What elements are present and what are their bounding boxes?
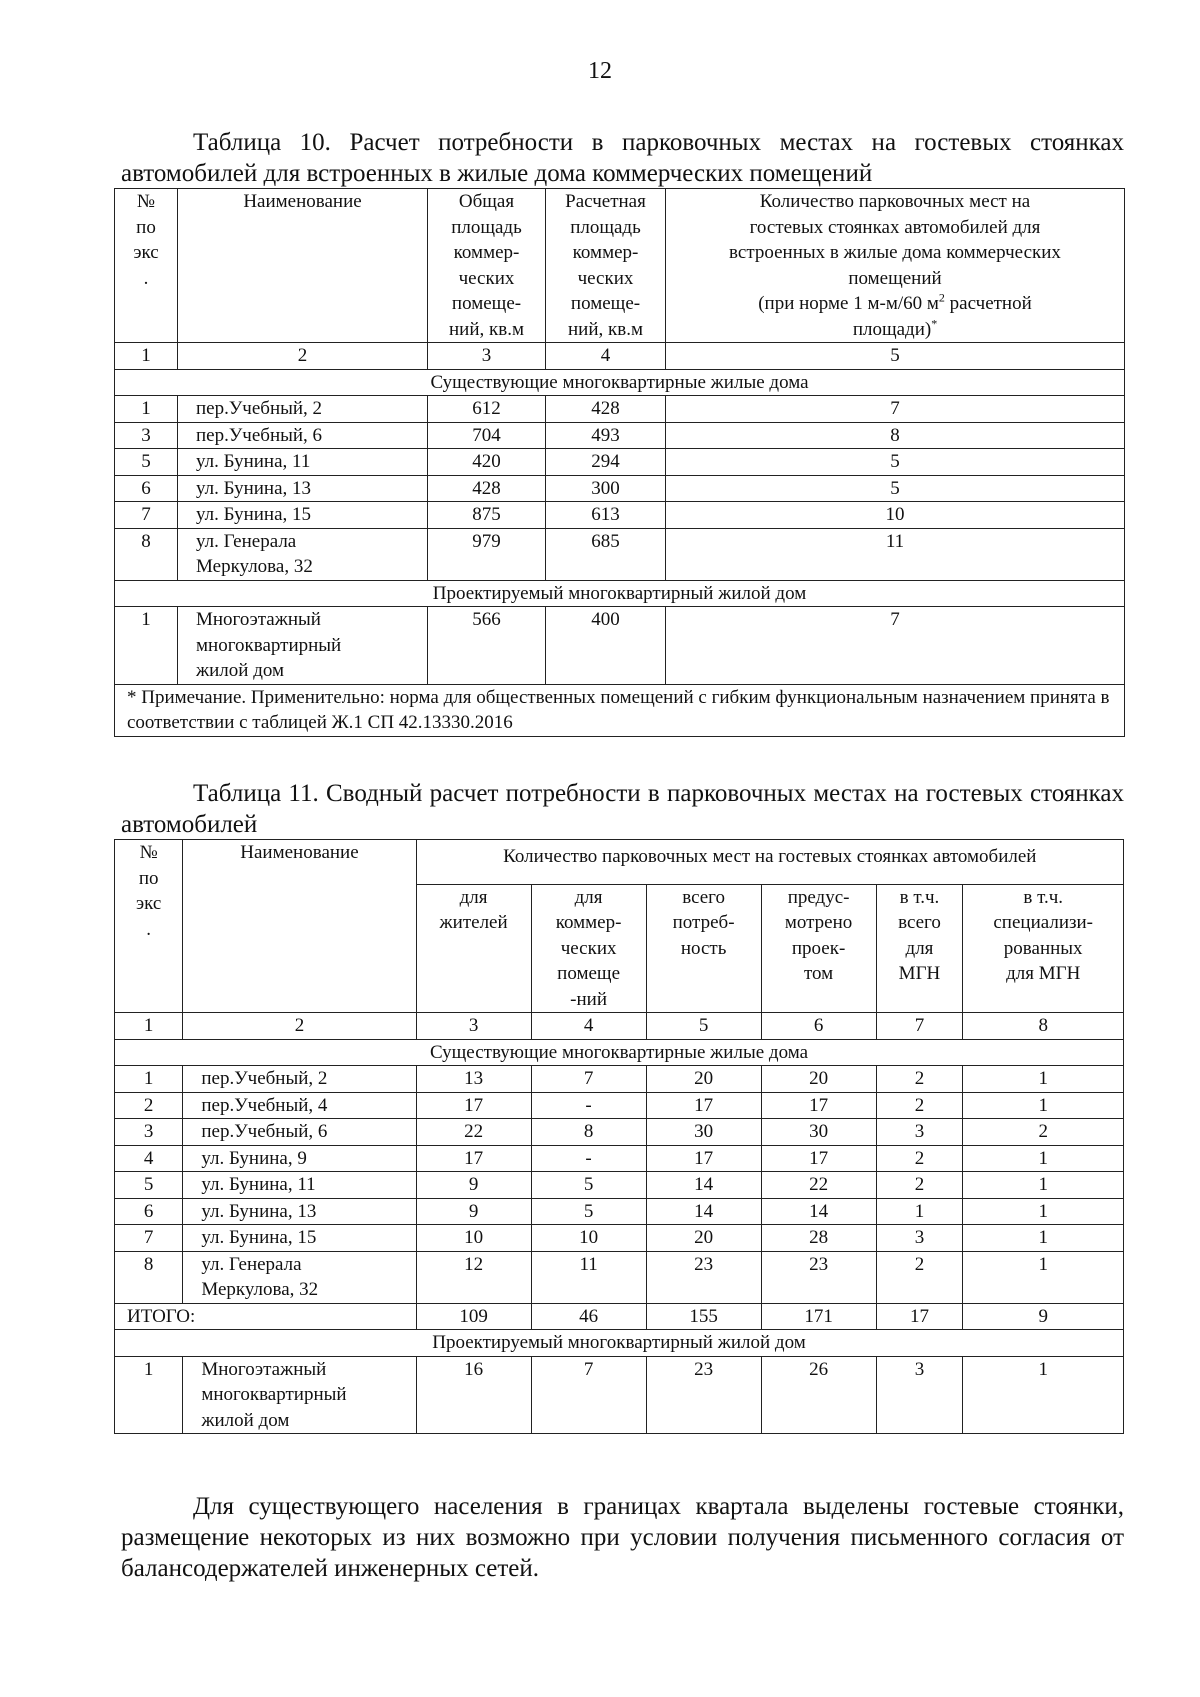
- column-number: 4: [546, 343, 666, 370]
- row-total-area: 428: [428, 475, 546, 502]
- col-header-residents: для жителей: [416, 884, 531, 1013]
- section-title-existing: Существующие многоквартирные жилые дома: [115, 1039, 1124, 1066]
- col-header-calc-area: Расчетная площадь коммер- ческих помеще- ний, кв.м: [546, 189, 666, 343]
- total-row: [115, 1303, 1124, 1330]
- column-number: 8: [963, 1013, 1124, 1040]
- table-row: [115, 1251, 1124, 1303]
- row-value-c3: 16: [416, 1356, 531, 1434]
- row-value-c8: 1: [963, 1066, 1124, 1093]
- row-value-c5: 23: [646, 1251, 761, 1303]
- row-value-c8: 1: [963, 1356, 1124, 1434]
- row-value-c5: 14: [646, 1172, 761, 1199]
- row-number: 1: [115, 1356, 183, 1434]
- row-value-c6: 30: [761, 1119, 876, 1146]
- row-number: 4: [115, 1145, 183, 1172]
- note-row: [115, 684, 1125, 736]
- table10: [114, 188, 1125, 737]
- total-label: ИТОГО:: [115, 1303, 417, 1330]
- table-row: [115, 1066, 1124, 1093]
- row-total-area: 979: [428, 528, 546, 580]
- row-value-c5: 20: [646, 1225, 761, 1252]
- row-value-c8: 1: [963, 1092, 1124, 1119]
- row-value-c7: 3: [876, 1225, 963, 1252]
- spaces-header-tail: расчетной площади): [852, 293, 1032, 340]
- row-name: пер.Учебный, 6: [178, 422, 428, 449]
- total-value-c7: 17: [876, 1303, 963, 1330]
- column-number: 7: [876, 1013, 963, 1040]
- table10-note: * Примечание. Применительно: норма для общественных помещений с гибким функциональным назначением принята в соответствии с таблицей Ж.1 СП 42.13330.2016: [115, 684, 1125, 736]
- page-number: 12: [588, 58, 612, 84]
- table-row: [115, 449, 1125, 476]
- row-value-c7: 2: [876, 1066, 963, 1093]
- column-number: 5: [646, 1013, 761, 1040]
- row-value-c3: 13: [416, 1066, 531, 1093]
- row-value-c4: 10: [531, 1225, 646, 1252]
- row-value-c6: 17: [761, 1145, 876, 1172]
- row-name: ул. Бунина, 9: [183, 1145, 416, 1172]
- row-total-area: 704: [428, 422, 546, 449]
- row-name: Многоэтажный многоквартирный жилой дом: [178, 607, 428, 685]
- row-calc-area: 294: [546, 449, 666, 476]
- row-value-c4: 5: [531, 1198, 646, 1225]
- row-number: 7: [115, 502, 178, 529]
- row-spaces: 7: [666, 396, 1125, 423]
- table-row: [115, 502, 1125, 529]
- row-number: 6: [115, 475, 178, 502]
- table-row: [115, 1172, 1124, 1199]
- col-header-num: № по экс .: [115, 840, 183, 1013]
- row-total-area: 420: [428, 449, 546, 476]
- row-value-c6: 26: [761, 1356, 876, 1434]
- row-value-c6: 14: [761, 1198, 876, 1225]
- row-name: пер.Учебный, 2: [183, 1066, 416, 1093]
- row-value-c7: 3: [876, 1356, 963, 1434]
- row-value-c6: 28: [761, 1225, 876, 1252]
- row-name: пер.Учебный, 4: [183, 1092, 416, 1119]
- col-header-name: Наименование: [178, 189, 428, 343]
- table-row: [115, 1356, 1124, 1434]
- row-name: ул. Бунина, 11: [178, 449, 428, 476]
- row-calc-area: 300: [546, 475, 666, 502]
- column-number: 3: [416, 1013, 531, 1040]
- row-value-c7: 1: [876, 1198, 963, 1225]
- column-number: 1: [115, 343, 178, 370]
- row-value-c5: 30: [646, 1119, 761, 1146]
- section-row: [115, 1330, 1124, 1357]
- row-value-c3: 22: [416, 1119, 531, 1146]
- row-total-area: 612: [428, 396, 546, 423]
- table-row: [115, 422, 1125, 449]
- row-value-c6: 23: [761, 1251, 876, 1303]
- column-number: 6: [761, 1013, 876, 1040]
- row-name: пер.Учебный, 2: [178, 396, 428, 423]
- row-number: 5: [115, 449, 178, 476]
- row-number: 3: [115, 422, 178, 449]
- total-value-c8: 9: [963, 1303, 1124, 1330]
- row-value-c8: 1: [963, 1172, 1124, 1199]
- row-number: 1: [115, 607, 178, 685]
- row-value-c3: 10: [416, 1225, 531, 1252]
- row-name: ул. Бунина, 15: [178, 502, 428, 529]
- row-value-c7: 2: [876, 1145, 963, 1172]
- row-value-c3: 17: [416, 1092, 531, 1119]
- row-value-c5: 17: [646, 1092, 761, 1119]
- row-spaces: 10: [666, 502, 1125, 529]
- row-value-c4: 11: [531, 1251, 646, 1303]
- total-value-c6: 171: [761, 1303, 876, 1330]
- table-row: [115, 528, 1125, 580]
- column-number: 4: [531, 1013, 646, 1040]
- column-number: 2: [178, 343, 428, 370]
- table-row: [115, 1119, 1124, 1146]
- row-value-c5: 20: [646, 1066, 761, 1093]
- col-header-commercial: для коммер- ческих помеще -ний: [531, 884, 646, 1013]
- table-row: [115, 1145, 1124, 1172]
- row-value-c6: 22: [761, 1172, 876, 1199]
- row-spaces: 5: [666, 475, 1125, 502]
- column-number: 3: [428, 343, 546, 370]
- col-header-num: № по экс .: [115, 189, 178, 343]
- row-value-c8: 2: [963, 1119, 1124, 1146]
- col-header-spaces: [666, 189, 1125, 343]
- row-value-c3: 17: [416, 1145, 531, 1172]
- spaces-header-star: *: [931, 316, 938, 331]
- row-number: 8: [115, 1251, 183, 1303]
- row-spaces: 8: [666, 422, 1125, 449]
- row-value-c8: 1: [963, 1198, 1124, 1225]
- row-calc-area: 685: [546, 528, 666, 580]
- total-value-c5: 155: [646, 1303, 761, 1330]
- col-header-provided: предус- мотрено проек- том: [761, 884, 876, 1013]
- row-calc-area: 613: [546, 502, 666, 529]
- row-number: 1: [115, 396, 178, 423]
- section-title-projected: Проектируемый многоквартирный жилой дом: [115, 580, 1125, 607]
- row-total-area: 566: [428, 607, 546, 685]
- row-name: Многоэтажный многоквартирный жилой дом: [183, 1356, 416, 1434]
- col-header-total-need: всего потреб- ность: [646, 884, 761, 1013]
- column-number: 1: [115, 1013, 183, 1040]
- total-value-c3: 109: [416, 1303, 531, 1330]
- row-value-c6: 17: [761, 1092, 876, 1119]
- row-value-c4: 8: [531, 1119, 646, 1146]
- row-value-c5: 14: [646, 1198, 761, 1225]
- table10-header-row: [115, 189, 1125, 343]
- row-number: 1: [115, 1066, 183, 1093]
- row-name: ул. Генерала Меркулова, 32: [183, 1251, 416, 1303]
- row-name: ул. Бунина, 11: [183, 1172, 416, 1199]
- column-number: 2: [183, 1013, 416, 1040]
- row-value-c4: 5: [531, 1172, 646, 1199]
- col-header-mgn-special: в т.ч. специализи- рованных для МГН: [963, 884, 1124, 1013]
- table-row: [115, 475, 1125, 502]
- row-calc-area: 428: [546, 396, 666, 423]
- row-name: пер.Учебный, 6: [183, 1119, 416, 1146]
- column-number-row: [115, 343, 1125, 370]
- row-value-c8: 1: [963, 1145, 1124, 1172]
- row-value-c7: 2: [876, 1251, 963, 1303]
- spaces-header-text: Количество парковочных мест на гостевых стоянках автомобилей для встроенных в жилые дома коммерческих помещений (при норме 1 м-м/60 м: [729, 191, 1061, 314]
- row-value-c7: 3: [876, 1119, 963, 1146]
- row-name: ул. Бунина, 15: [183, 1225, 416, 1252]
- row-value-c4: 7: [531, 1066, 646, 1093]
- row-value-c3: 12: [416, 1251, 531, 1303]
- section-title-existing: Существующие многоквартирные жилые дома: [115, 369, 1125, 396]
- row-number: 3: [115, 1119, 183, 1146]
- row-number: 8: [115, 528, 178, 580]
- row-value-c5: 23: [646, 1356, 761, 1434]
- row-value-c3: 9: [416, 1198, 531, 1225]
- row-value-c7: 2: [876, 1092, 963, 1119]
- table-row: [115, 607, 1125, 685]
- section-row: [115, 580, 1125, 607]
- column-number-row: [115, 1013, 1124, 1040]
- row-value-c8: 1: [963, 1225, 1124, 1252]
- table10-caption: Таблица 10. Расчет потребности в парковочных местах на гостевых стоянках автомобилей для встроенных в жилые дома коммерческих помещений: [121, 129, 1124, 187]
- row-number: 2: [115, 1092, 183, 1119]
- table-row: [115, 1225, 1124, 1252]
- row-name: ул. Генерала Меркулова, 32: [178, 528, 428, 580]
- row-value-c4: -: [531, 1092, 646, 1119]
- row-number: 6: [115, 1198, 183, 1225]
- row-spaces: 5: [666, 449, 1125, 476]
- total-value-c4: 46: [531, 1303, 646, 1330]
- row-calc-area: 493: [546, 422, 666, 449]
- table11-header-row-1: [115, 840, 1124, 885]
- row-total-area: 875: [428, 502, 546, 529]
- row-value-c4: 7: [531, 1356, 646, 1434]
- table11: [114, 839, 1124, 1434]
- table-row: [115, 1198, 1124, 1225]
- table11-caption: Таблица 11. Сводный расчет потребности в парковочных местах на гостевых стоянках автомобилей: [121, 780, 1124, 838]
- column-number: 5: [666, 343, 1125, 370]
- col-header-group: Количество парковочных мест на гостевых стоянках автомобилей: [416, 840, 1123, 885]
- row-number: 5: [115, 1172, 183, 1199]
- row-name: ул. Бунина, 13: [178, 475, 428, 502]
- section-title-projected: Проектируемый многоквартирный жилой дом: [115, 1330, 1124, 1357]
- row-spaces: 7: [666, 607, 1125, 685]
- row-value-c4: -: [531, 1145, 646, 1172]
- row-calc-area: 400: [546, 607, 666, 685]
- row-name: ул. Бунина, 13: [183, 1198, 416, 1225]
- row-number: 7: [115, 1225, 183, 1252]
- row-value-c8: 1: [963, 1251, 1124, 1303]
- row-value-c5: 17: [646, 1145, 761, 1172]
- row-value-c6: 20: [761, 1066, 876, 1093]
- col-header-name: Наименование: [183, 840, 416, 1013]
- row-value-c7: 2: [876, 1172, 963, 1199]
- spaces-header-sup: 2: [938, 290, 945, 305]
- table-row: [115, 1092, 1124, 1119]
- col-header-total-area: Общая площадь коммер- ческих помеще- ний, кв.м: [428, 189, 546, 343]
- section-row: [115, 369, 1125, 396]
- section-row: [115, 1039, 1124, 1066]
- row-value-c3: 9: [416, 1172, 531, 1199]
- table-row: [115, 396, 1125, 423]
- closing-paragraph: Для существующего населения в границах квартала выделены гостевые стоянки, размещение некоторых из них возможно при условии получения письменного согласия от балансодержателей инженерных сетей.: [121, 1493, 1124, 1582]
- col-header-mgn-total: в т.ч. всего для МГН: [876, 884, 963, 1013]
- row-spaces: 11: [666, 528, 1125, 580]
